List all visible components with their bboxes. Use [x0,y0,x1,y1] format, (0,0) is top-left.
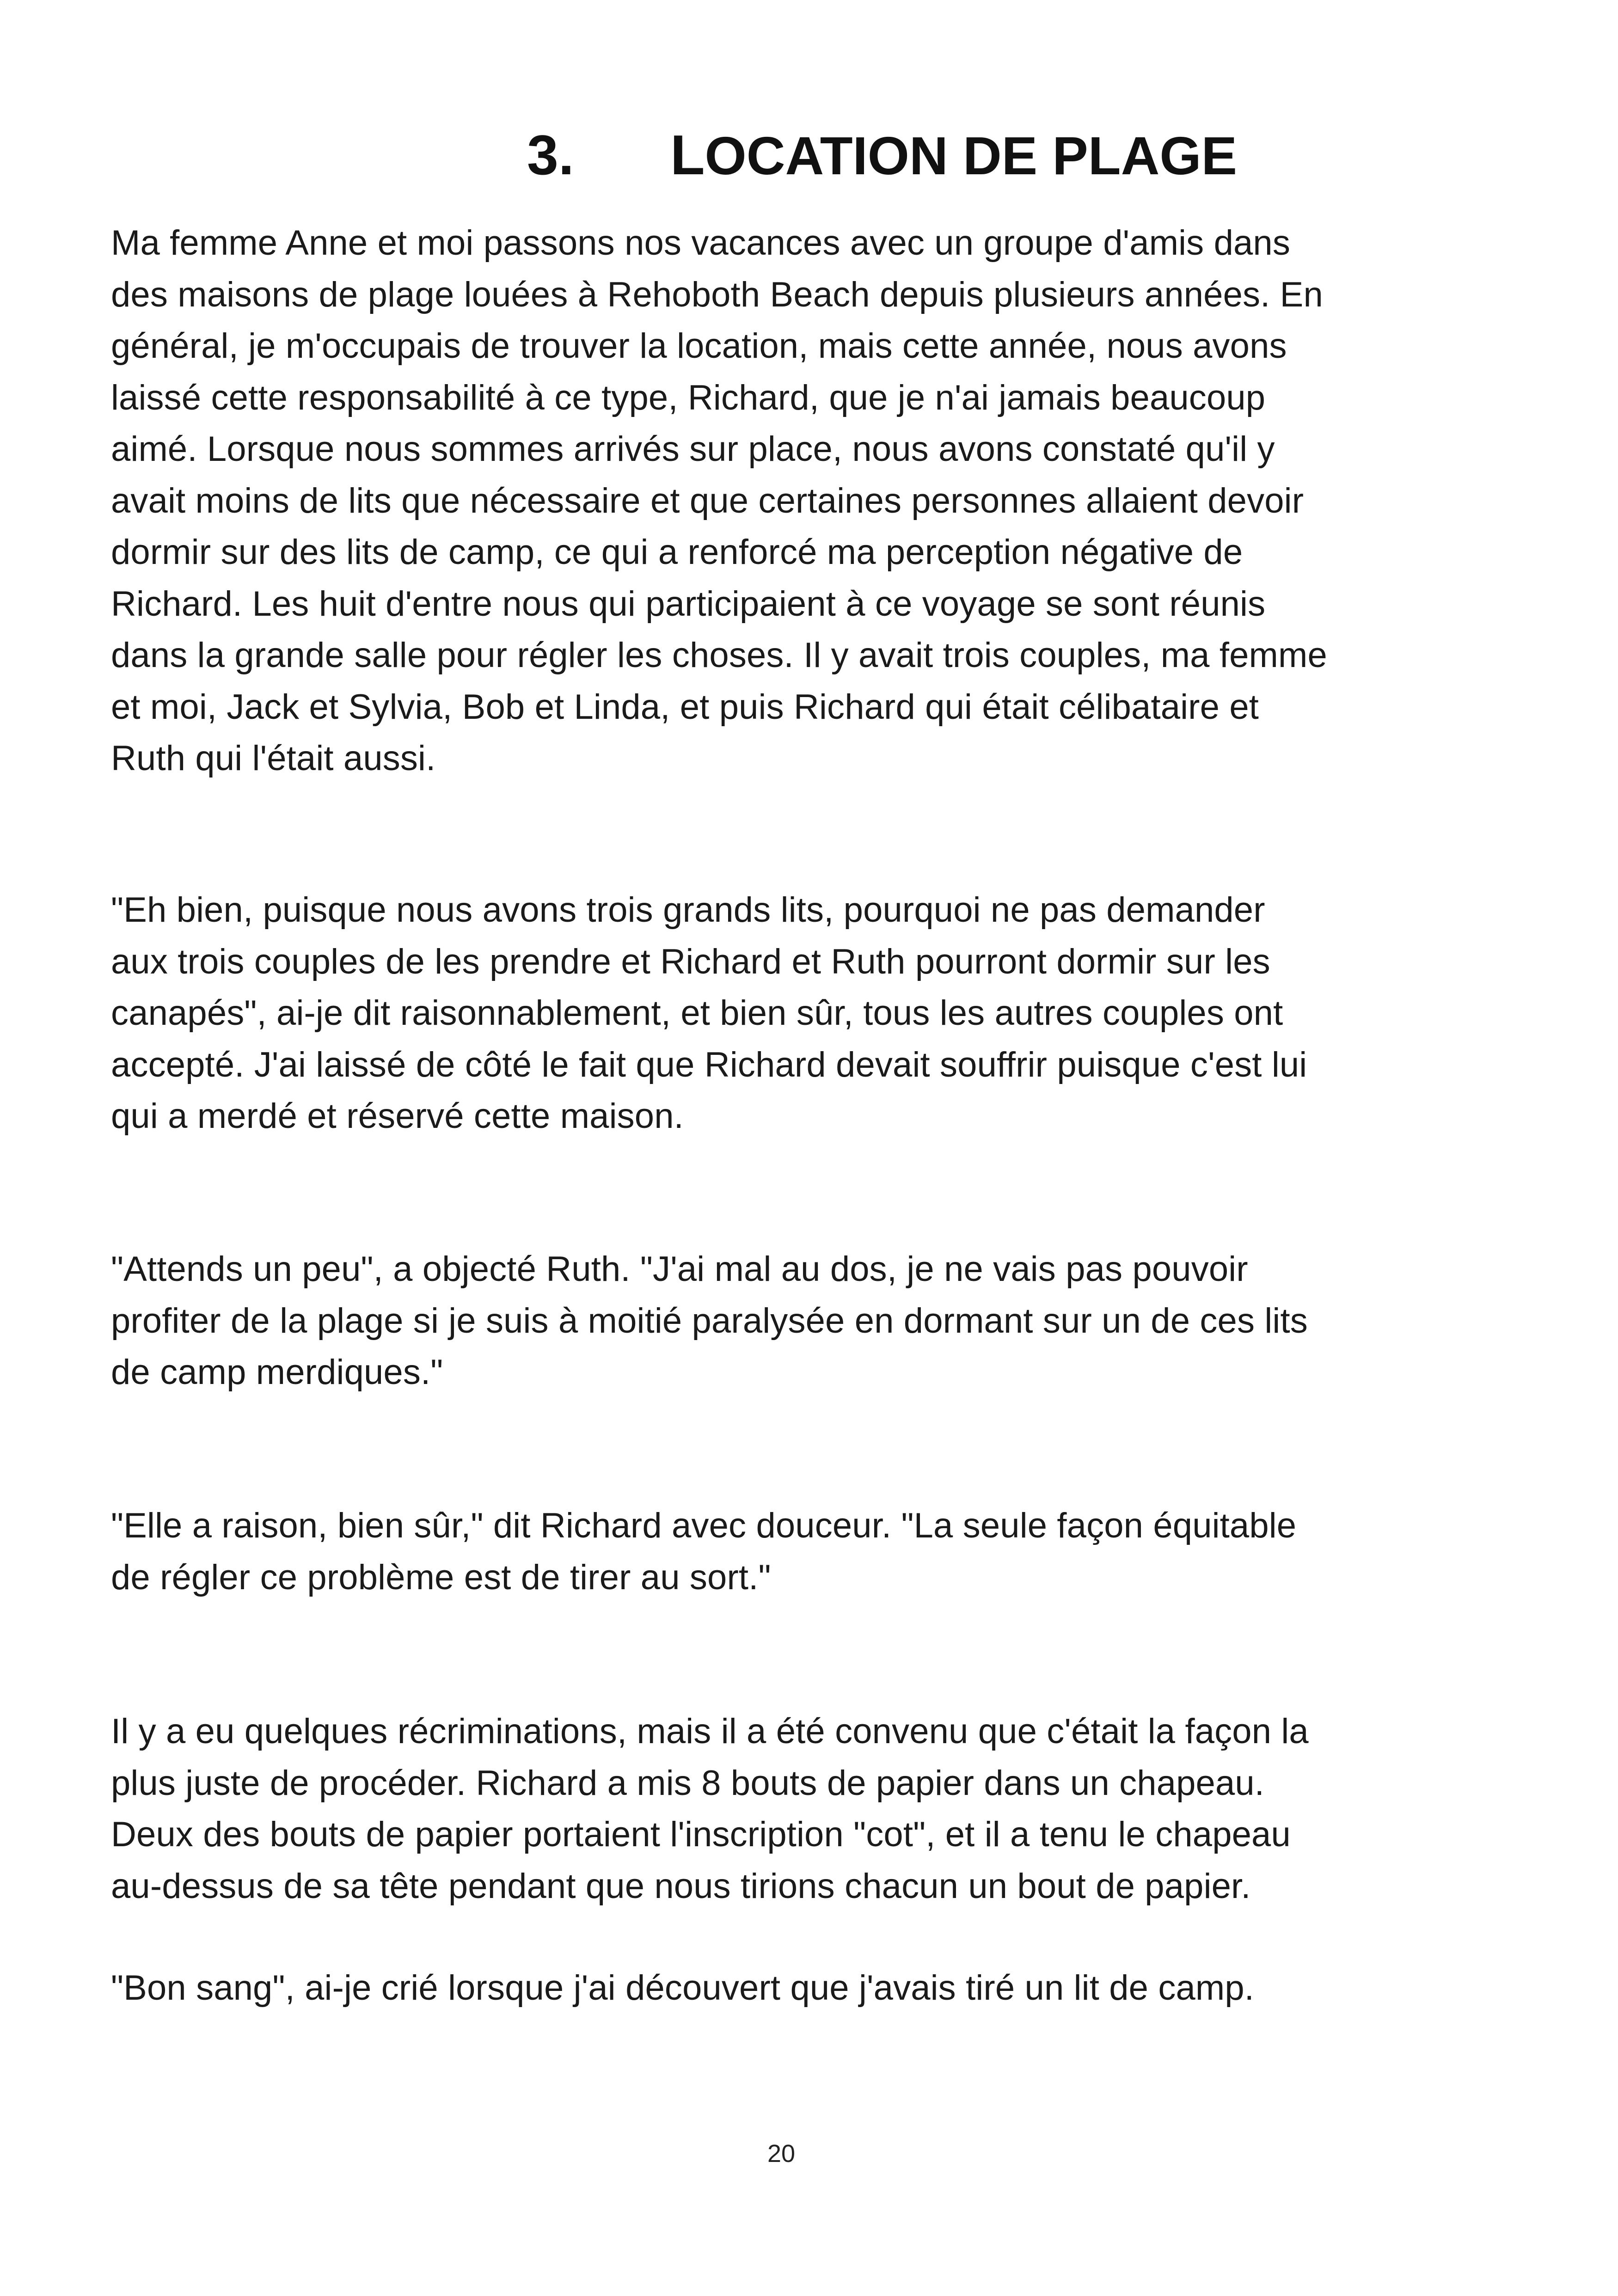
paragraph: "Attends un peu", a objecté Ruth. "J'ai mal au dos, je ne vais pas pouvoir profiter de la plage si je suis à moitié paralysée en dormant sur un de ces lits de camp merdiques." [111,1249,1308,1392]
chapter-number: 3. [527,123,574,186]
chapter-title-rest: OCATION DE PLAGE [705,126,1237,186]
chapter-title-initial: L [670,123,705,186]
paragraph: Il y a eu quelques récriminations, mais il a été convenu que c'était la façon la plus juste de procéder. Richard a mis 8 bouts de papier dans un chapeau. Deux des bouts de papier portaient l'inscription "cot", et il a tenu le chapeau au-dessus de sa tête pendant que nous tirions chacun un bout de papier. [111,1712,1309,1906]
paragraph: "Elle a raison, bien sûr," dit Richard avec douceur. "La seule façon équitable de régler ce problème est de tirer au sort." [111,1506,1297,1597]
page-number: 20 [767,2140,796,2167]
chapter-heading [527,118,1237,192]
chapter-title [670,122,1237,187]
paragraph: Ma femme Anne et moi passons nos vacances avec un groupe d'amis dans des maisons de plage louées à Rehoboth Beach depuis plusieurs années. En général, je m'occupais de trouver la location, mais cette année, nous avons laissé cette responsabilité à ce type, Richard, que je n'ai jamais beaucoup aimé. Lorsque nous sommes arrivés sur place, nous avons constaté qu'il y avait moins de lits que nécessaire et que certaines personnes allaient devoir dormir sur des lits de camp, ce qui a renforcé ma perception négative de Richard. Les huit d'entre nous qui participaient à ce voyage se sont réunis dans la grande salle pour régler les choses. Il y avait trois couples, ma femme et moi, Jack et Sylvia, Bob et Linda, et puis Richard qui était célibataire et Ruth qui l'était aussi. [111,223,1327,778]
paragraph: "Bon sang", ai-je crié lorsque j'ai découvert que j'avais tiré un lit de camp. [111,1968,1255,2008]
paragraph: "Eh bien, puisque nous avons trois grands lits, pourquoi ne pas demander aux trois couples de les prendre et Richard et Ruth pourront dormir sur les canapés", ai-je dit raisonnablement, et bien sûr, tous les autres couples ont accepté. J'ai laissé de côté le fait que Richard devait souffrir puisque c'est lui qui a merdé et réservé cette maison. [111,890,1307,1136]
